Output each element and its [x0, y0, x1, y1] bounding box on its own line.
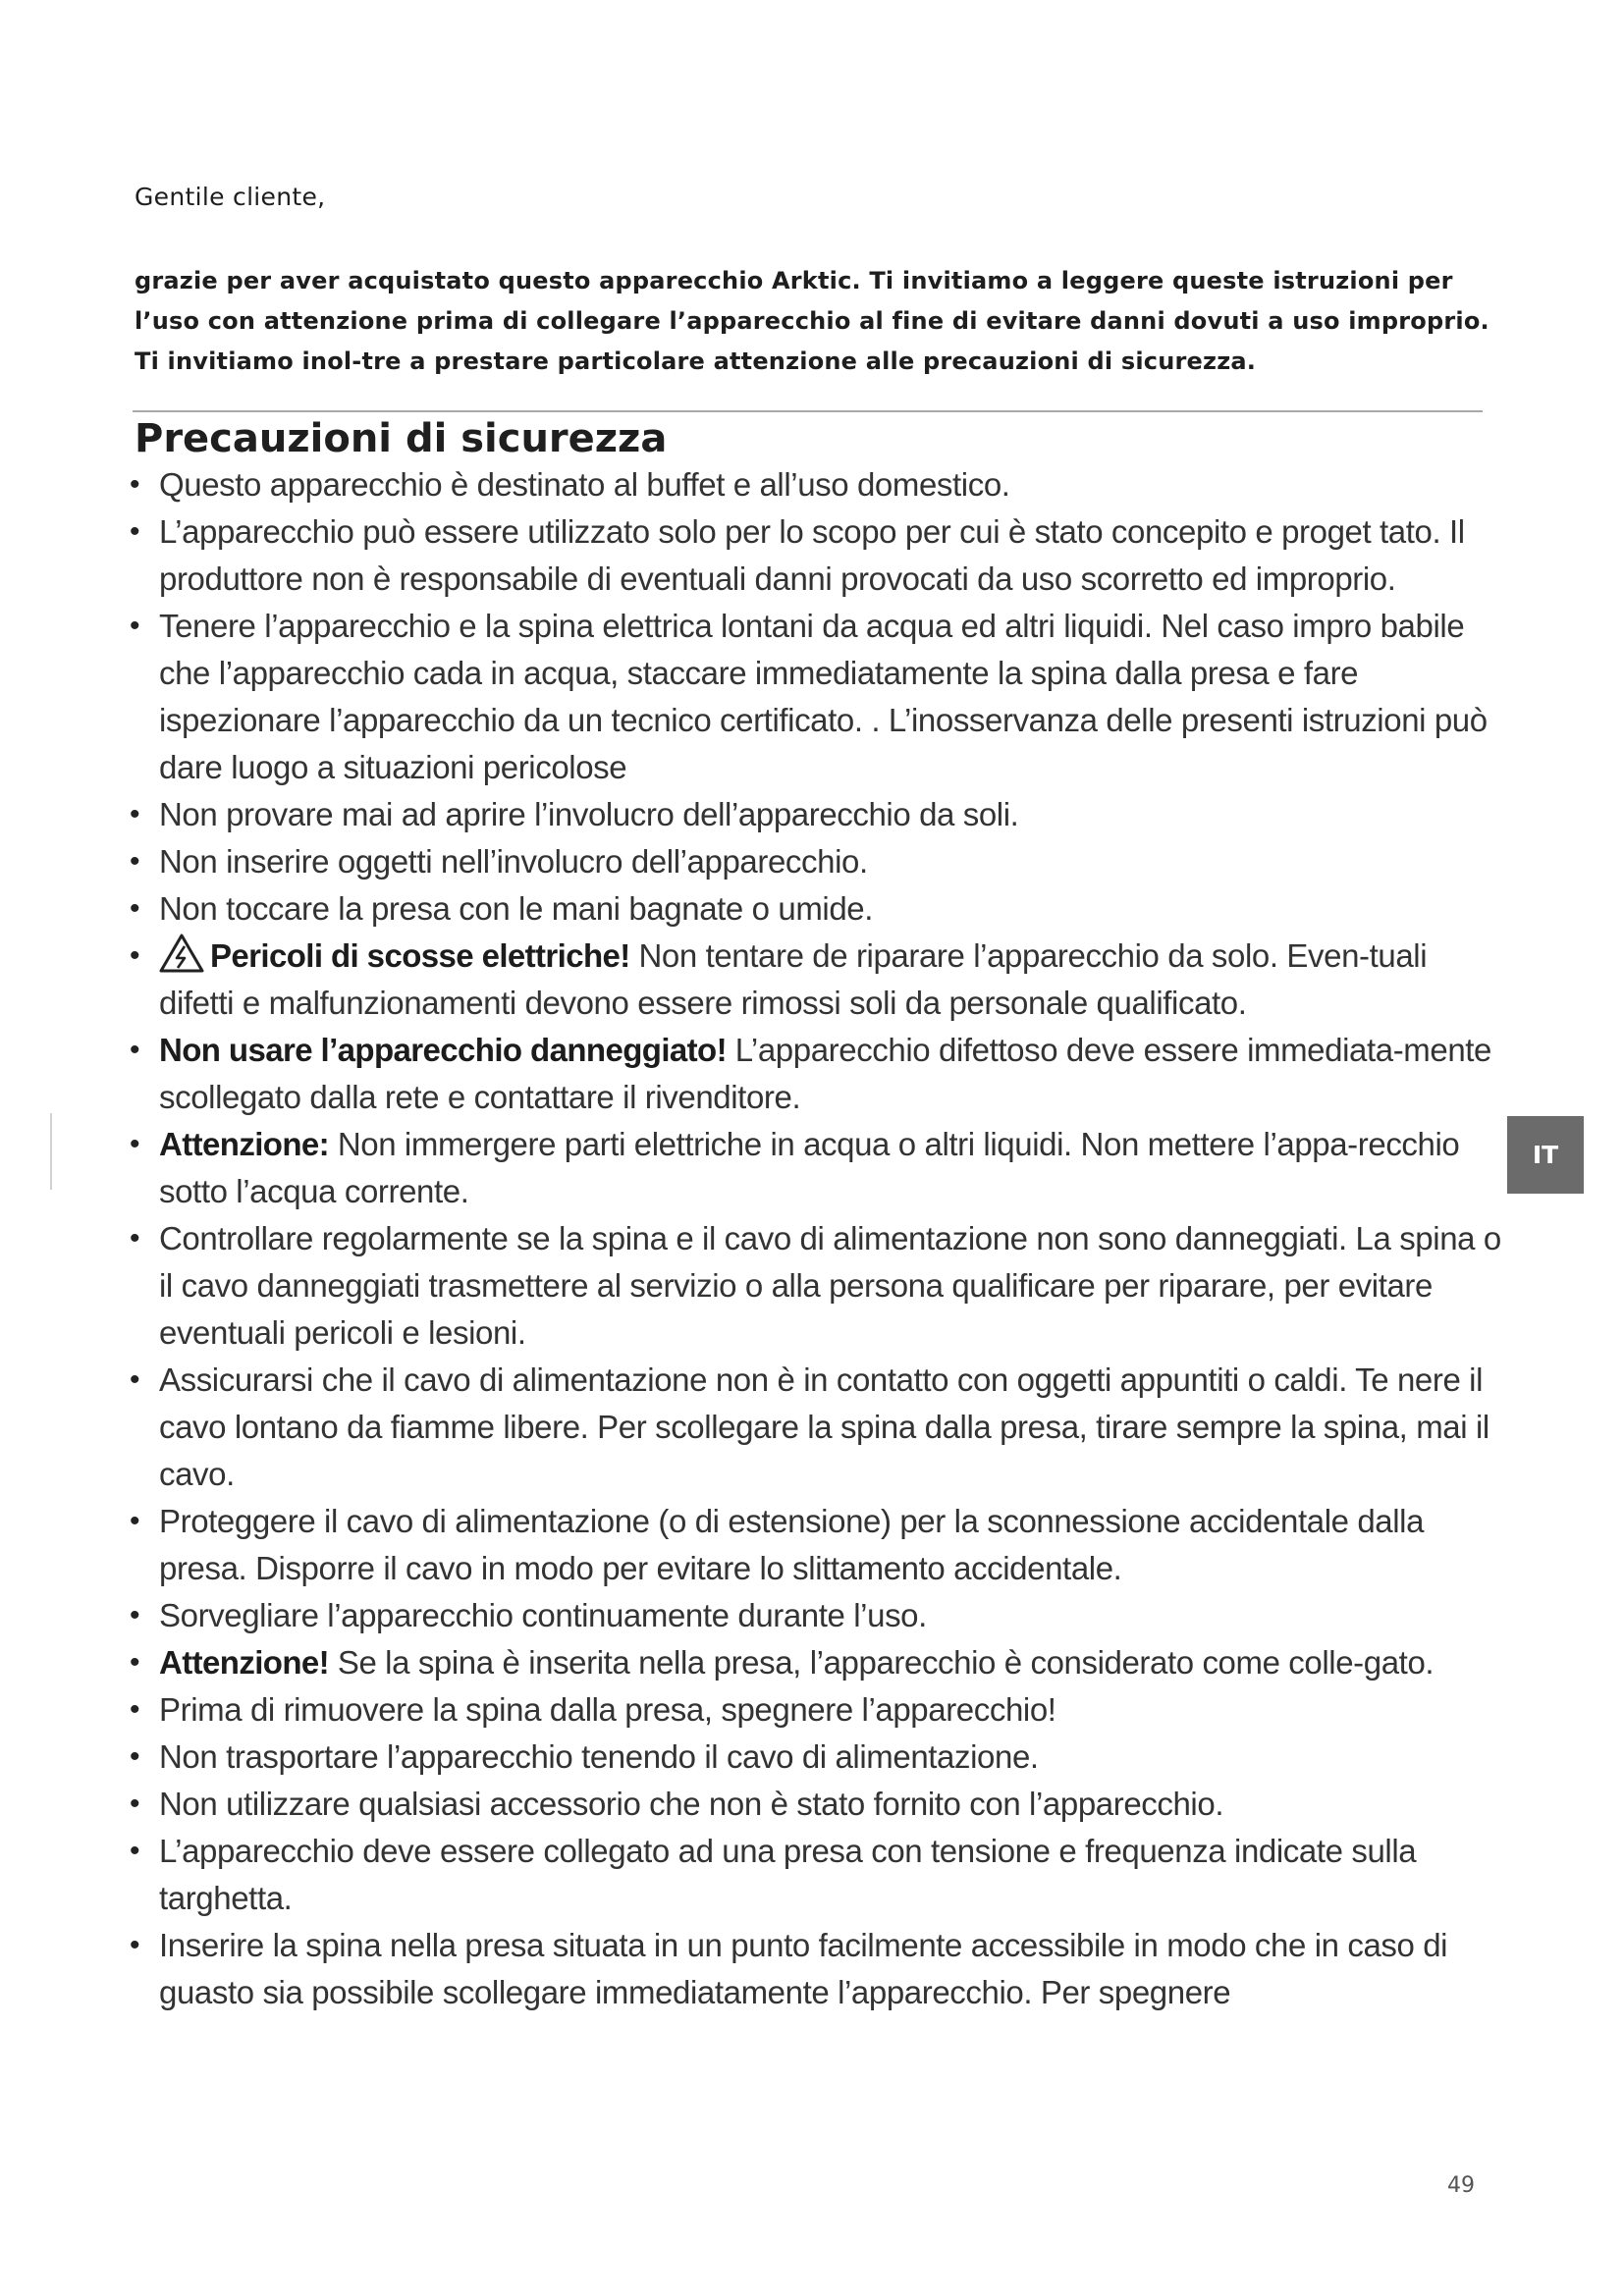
bullet-icon: • — [130, 939, 140, 972]
list-item — [128, 1781, 1507, 1828]
bullet-icon: • — [130, 1693, 140, 1726]
bullet-icon: • — [130, 1034, 140, 1066]
list-item — [128, 508, 1507, 603]
bullet-icon: • — [130, 1835, 140, 1867]
bullet-icon: • — [130, 1128, 140, 1160]
page-number: 49 — [1447, 2173, 1475, 2198]
bullet-icon: • — [130, 845, 140, 878]
item-text: Inserire la spina nella presa situata in un punto facilmente accessibile in modo che in caso di guasto sia possibile scollegare immediatamente l’apparecchio. Per spegnere — [159, 1927, 1448, 2010]
list-item — [128, 1734, 1507, 1781]
item-text: Non immergere parti elettriche in acqua o altri liquidi. Non mettere l’appa-recchio sotto l’acqua corrente. — [159, 1126, 1460, 1209]
item-text: L’apparecchio difettoso deve essere immediata-mente scollegato dalla rete e contattare il rivenditore. — [159, 1032, 1491, 1115]
safety-list — [128, 461, 1507, 2016]
list-item — [128, 1121, 1507, 1215]
bullet-icon: • — [130, 1646, 140, 1679]
item-text: Non utilizzare qualsiasi accessorio che non è stato fornito con l’apparecchio. — [159, 1786, 1224, 1822]
item-text: Controllare regolarmente se la spina e il cavo di alimentazione non sono danneggiati. La spina o il cavo danneggiati trasmettere al servizio o alla persona qualificare per riparare, per evitare eventuali pericoli e lesioni. — [159, 1220, 1501, 1351]
bullet-icon: • — [130, 1788, 140, 1820]
electric-shock-warning-icon — [159, 934, 204, 973]
language-tab: IT — [1507, 1116, 1584, 1194]
bullet-icon: • — [130, 1599, 140, 1631]
item-text: Non toccare la presa con le mani bagnate o umide. — [159, 890, 874, 927]
item-text: Non trasportare l’apparecchio tenendo il cavo di alimentazione. — [159, 1738, 1039, 1775]
bullet-icon: • — [130, 1222, 140, 1255]
list-item — [128, 885, 1507, 933]
intro-paragraph: grazie per aver acquistato questo apparecchio Arktic. Ti invitiamo a leggere queste istruzioni per l’uso con attenzione prima di collegare l’apparecchio al fine di evitare danni dovuti a uso improprio. Ti invitiamo inol-tre a prestare particolare attenzione alle precauzioni di sicurezza. — [135, 267, 1489, 375]
item-text: Non provare mai ad aprire l’involucro dell’apparecchio da soli. — [159, 796, 1019, 832]
bullet-icon: • — [130, 1740, 140, 1773]
item-text: L’apparecchio deve essere collegato ad una presa con tensione e frequenza indicate sulla targhetta. — [159, 1833, 1417, 1916]
bullet-icon: • — [130, 610, 140, 642]
list-item — [128, 1592, 1507, 1639]
bullet-icon: • — [130, 1363, 140, 1396]
list-item — [128, 1686, 1507, 1734]
greeting: Gentile cliente, — [135, 183, 326, 211]
item-text: Proteggere il cavo di alimentazione (o di estensione) per la sconnessione accidentale dalla presa. Disporre il cavo in modo per evitare lo slittamento accidentale. — [159, 1503, 1425, 1586]
section-divider — [133, 410, 1483, 412]
list-item — [128, 933, 1507, 1027]
item-text: Sorvegliare l’apparecchio continuamente durante l’uso. — [159, 1597, 927, 1633]
list-item — [128, 603, 1507, 791]
item-text: Questo apparecchio è destinato al buffet e all’uso domestico. — [159, 466, 1010, 503]
list-item — [128, 791, 1507, 838]
item-text: Non inserire oggetti nell’involucro dell’apparecchio. — [159, 843, 868, 880]
item-lead: Non usare l’apparecchio danneggiato! — [159, 1032, 728, 1068]
list-item — [128, 1828, 1507, 1922]
bullet-icon: • — [130, 798, 140, 830]
item-lead: Attenzione: — [159, 1126, 330, 1162]
list-item — [128, 838, 1507, 885]
item-text: Tenere l’apparecchio e la spina elettrica lontani da acqua ed altri liquidi. Nel caso impro babile che l’apparecchio cada in acqua, staccare immediatamente la spina dalla presa e fare ispezionare l’apparecchio da un tecnico certificato. . L’inosservanza delle presenti istruzioni può dare luogo a situazioni pericolose — [159, 608, 1488, 785]
item-lead: Pericoli di scosse elettriche! — [210, 937, 630, 974]
list-item — [128, 1498, 1507, 1592]
bullet-icon: • — [130, 892, 140, 925]
item-text: Assicurarsi che il cavo di alimentazione non è in contatto con oggetti appuntiti o caldi. Te nere il cavo lontano da fiamme libere. Per scollegare la spina dalla presa, tirare sempre la spina, mai il cavo. — [159, 1362, 1489, 1492]
section-title: Precauzioni di sicurezza — [135, 416, 668, 461]
list-item — [128, 1027, 1507, 1121]
bullet-icon: • — [130, 1505, 140, 1537]
list-item — [128, 1357, 1507, 1498]
bullet-icon: • — [130, 468, 140, 501]
list-item — [128, 1215, 1507, 1357]
list-item — [128, 1922, 1507, 2016]
bullet-icon: • — [130, 1929, 140, 1961]
list-item — [128, 461, 1507, 508]
item-text: Se la spina è inserita nella presa, l’apparecchio è considerato come colle-gato. — [329, 1644, 1435, 1681]
item-text: Non tentare de riparare l’apparecchio da solo. Even-tuali difetti e malfunzionamenti devono essere rimossi soli da personale qualificato. — [159, 937, 1428, 1021]
bullet-icon: • — [130, 515, 140, 548]
item-lead: Attenzione! — [159, 1644, 330, 1681]
list-item — [128, 1639, 1507, 1686]
item-text: Prima di rimuovere la spina dalla presa, spegnere l’apparecchio! — [159, 1691, 1056, 1728]
item-text: L’apparecchio può essere utilizzato solo per lo scopo per cui è stato concepito e proget tato. Il produttore non è responsabile di eventuali danni provocati da uso scorretto ed improprio. — [159, 513, 1465, 597]
margin-mark — [50, 1113, 52, 1190]
